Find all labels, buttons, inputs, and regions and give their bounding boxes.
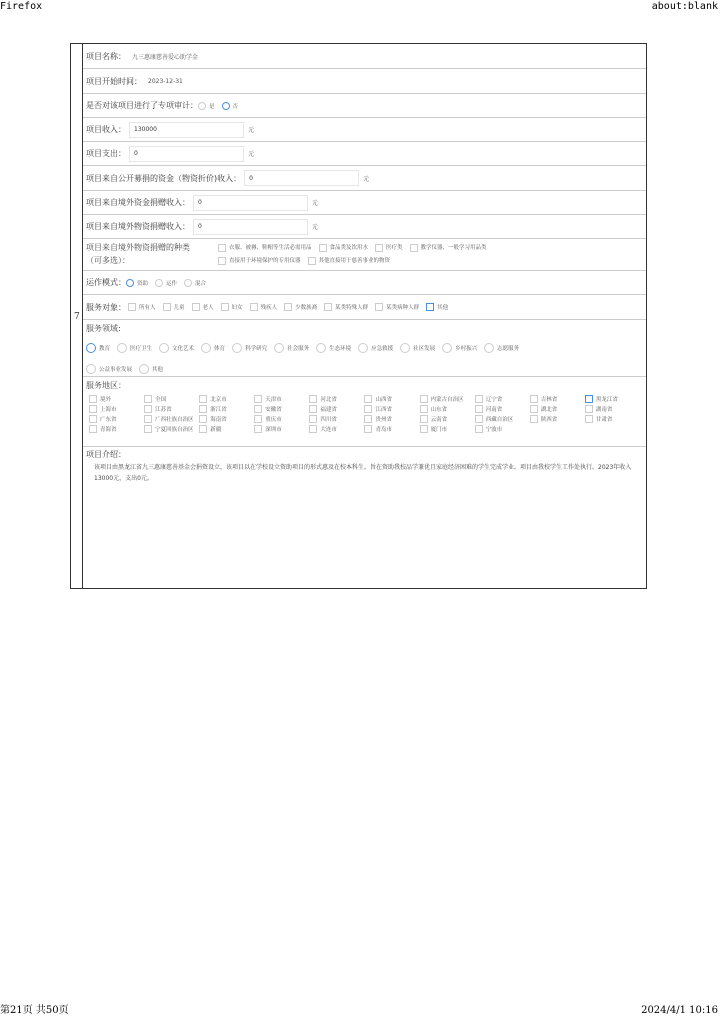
checkbox[interactable] xyxy=(250,303,258,311)
option-label: 儿童 xyxy=(173,305,185,311)
mode-label: 运作模式： xyxy=(86,278,126,287)
goods-opts-option[interactable] xyxy=(410,242,494,255)
checkbox[interactable] xyxy=(309,395,317,403)
checkbox[interactable] xyxy=(218,244,226,252)
option-label: 河北省 xyxy=(320,397,337,403)
region-option[interactable] xyxy=(199,405,254,413)
region-option[interactable] xyxy=(199,425,254,433)
region-option[interactable] xyxy=(475,425,530,433)
region-option[interactable] xyxy=(420,395,475,403)
region-option[interactable] xyxy=(199,395,254,403)
option-label: 文化艺术 xyxy=(172,346,195,352)
option-label: 老人 xyxy=(202,305,214,311)
project-start-row xyxy=(83,69,646,94)
public-fund-unit: 元 xyxy=(363,175,370,183)
option-label: 资助 xyxy=(137,280,149,287)
option-label: 湖北省 xyxy=(540,407,558,413)
radio-button[interactable] xyxy=(201,343,211,353)
option-label: 广东省 xyxy=(100,417,117,423)
option-label: 广西壮族自治区 xyxy=(155,417,194,423)
option-label: 江苏省 xyxy=(155,407,172,413)
option-label: 山东省 xyxy=(430,407,448,413)
radio-button[interactable] xyxy=(86,343,96,353)
radio-button[interactable] xyxy=(400,343,410,353)
option-label: 黑龙江省 xyxy=(595,397,618,403)
mode-opts-option[interactable] xyxy=(155,278,184,287)
checkbox[interactable] xyxy=(324,303,332,311)
region-option[interactable] xyxy=(364,405,419,413)
option-label: 医疗卫生 xyxy=(130,346,153,352)
option-label: 食品类及饮用水 xyxy=(329,245,369,251)
region-option[interactable] xyxy=(89,405,144,413)
goods-type-options xyxy=(218,241,494,267)
checkbox[interactable] xyxy=(585,415,593,423)
option-label: 其他直接用于慈善事业的物资 xyxy=(318,257,391,264)
option-label: 残疾人 xyxy=(260,305,278,311)
region-option[interactable] xyxy=(585,395,640,403)
region-option[interactable] xyxy=(144,415,199,423)
project-form xyxy=(83,44,646,484)
audit-opts-option[interactable] xyxy=(198,101,222,110)
checkbox[interactable] xyxy=(530,405,538,413)
row-index-cell xyxy=(71,44,83,588)
region-option[interactable] xyxy=(420,425,475,433)
option-label: 少数族裔 xyxy=(295,305,318,311)
region-option[interactable] xyxy=(89,395,144,403)
field-opts-2-option[interactable] xyxy=(139,364,170,374)
expense-unit: 元 xyxy=(248,151,255,158)
region-options xyxy=(86,395,646,433)
field-opts-1-option[interactable] xyxy=(484,343,526,353)
target-opts-option[interactable] xyxy=(128,303,163,312)
checkbox[interactable] xyxy=(199,405,207,413)
radio-button[interactable] xyxy=(232,343,242,353)
field-opts-1-option[interactable] xyxy=(159,343,201,353)
option-label: 陕西省 xyxy=(540,417,558,423)
project-record-table xyxy=(70,43,647,589)
checkbox[interactable] xyxy=(89,405,97,413)
region-option[interactable] xyxy=(309,415,364,423)
row-index: 7 xyxy=(74,312,80,322)
checkbox[interactable] xyxy=(199,425,207,433)
checkbox[interactable] xyxy=(410,244,418,252)
option-label: 某类特殊人群 xyxy=(335,305,369,311)
checkbox[interactable] xyxy=(254,405,262,413)
option-label: 宁夏回族自治区 xyxy=(155,427,194,433)
checkbox[interactable] xyxy=(199,395,207,403)
option-label: 重庆市 xyxy=(265,417,282,423)
field-opts-1-option[interactable] xyxy=(442,343,484,353)
checkbox[interactable] xyxy=(128,303,136,311)
checkbox[interactable] xyxy=(254,395,262,403)
target-options xyxy=(128,303,455,312)
region-option[interactable] xyxy=(585,405,640,413)
region-option[interactable] xyxy=(475,415,530,423)
option-label: 公益事业发展 xyxy=(99,367,133,373)
goods-opts-option[interactable] xyxy=(218,255,308,268)
foreign-fund-label: 项目来自境外资金捐赠收入： xyxy=(86,198,190,207)
region-label: 服务地区： xyxy=(86,381,126,390)
option-label: 妇女 xyxy=(231,305,243,311)
checkbox[interactable] xyxy=(585,395,593,403)
option-label: 教学仪器、一般学习用品类 xyxy=(420,245,487,251)
checkbox[interactable] xyxy=(221,303,229,311)
public-fund-row xyxy=(83,166,646,191)
goods-type-label-line1: 项目来自境外物资捐赠的种类 xyxy=(86,243,190,252)
region-option[interactable] xyxy=(585,415,640,423)
radio-button[interactable] xyxy=(126,279,134,287)
checkbox[interactable] xyxy=(218,257,226,265)
goods-opts-option[interactable] xyxy=(319,242,376,255)
goods-opts-option[interactable] xyxy=(218,242,319,255)
target-opts-option[interactable] xyxy=(426,303,455,312)
foreign-goods-label: 项目来自境外物资捐赠收入： xyxy=(86,222,190,231)
option-label: 贵州省 xyxy=(375,417,392,423)
radio-button[interactable] xyxy=(159,343,169,353)
checkbox[interactable] xyxy=(475,425,483,433)
checkbox[interactable] xyxy=(199,415,207,423)
radio-button[interactable] xyxy=(442,343,452,353)
checkbox[interactable] xyxy=(375,303,383,311)
foreign-goods-row xyxy=(83,215,646,239)
option-label: 江西省 xyxy=(375,407,392,413)
target-opts-option[interactable] xyxy=(284,303,324,312)
option-label: 吉林省 xyxy=(540,397,558,403)
radio-button[interactable] xyxy=(86,364,96,374)
intro-section xyxy=(83,447,646,484)
field-row xyxy=(83,320,646,377)
option-label: 上海市 xyxy=(100,407,117,413)
region-option[interactable] xyxy=(309,425,364,433)
field-opts-1-option[interactable] xyxy=(86,343,117,353)
field-opts-1-option[interactable] xyxy=(274,343,316,353)
option-label: 深圳市 xyxy=(265,427,282,433)
income-unit: 元 xyxy=(248,127,255,134)
option-label: 大连市 xyxy=(320,427,337,433)
option-label: 海南省 xyxy=(210,417,227,423)
field-options-line1 xyxy=(86,343,646,353)
foreign-fund-row xyxy=(83,191,646,215)
foreign-goods-field[interactable]: 0 xyxy=(193,219,308,235)
field-opts-1-option[interactable] xyxy=(358,343,400,353)
checkbox[interactable] xyxy=(420,425,428,433)
income-row xyxy=(83,118,646,142)
region-option[interactable] xyxy=(475,405,530,413)
footer-page: 第21页 共50页 xyxy=(0,1005,69,1016)
checkbox[interactable] xyxy=(530,415,538,423)
region-option[interactable] xyxy=(530,395,585,403)
checkbox[interactable] xyxy=(364,405,372,413)
target-opts-option[interactable] xyxy=(192,303,221,312)
option-label: 体育 xyxy=(214,346,226,352)
region-option[interactable] xyxy=(309,395,364,403)
expense-label: 项目支出： xyxy=(86,149,126,158)
intro-label: 项目介绍： xyxy=(86,450,126,459)
goods-opts-option[interactable] xyxy=(308,255,398,268)
radio-button[interactable] xyxy=(198,102,206,110)
field-opts-1-option[interactable] xyxy=(232,343,274,353)
option-label: 甘肃省 xyxy=(595,417,613,423)
region-option[interactable] xyxy=(254,405,309,413)
field-opts-1-option[interactable] xyxy=(316,343,358,353)
option-label: 否 xyxy=(232,103,239,110)
region-option[interactable] xyxy=(254,395,309,403)
footer-datetime: 2024/4/1 10:16 xyxy=(641,1005,718,1016)
checkbox[interactable] xyxy=(144,395,152,403)
option-label: 混合 xyxy=(195,280,207,287)
income-field[interactable]: 130000 xyxy=(129,122,244,138)
region-option[interactable] xyxy=(309,405,364,413)
public-fund-field[interactable]: 0 xyxy=(244,170,359,186)
region-option[interactable] xyxy=(144,425,199,433)
intro-text: 该项目由黑龙江省九三惠康慈善基金会捐资设立，该项目以在学校设立资助项目的形式惠及在校本科生。旨在资助我校品学兼优且家庭经济困难的学生完成学业。项目由我校学生工作处执行。2023年收入13000元，支出0元。 xyxy=(94,464,632,482)
option-label: 境外 xyxy=(100,397,112,403)
radio-button[interactable] xyxy=(484,343,494,353)
region-option[interactable] xyxy=(530,405,585,413)
foreign-fund-field[interactable]: 0 xyxy=(193,195,308,211)
expense-field[interactable]: 0 xyxy=(129,146,244,162)
region-row xyxy=(83,377,646,447)
option-label: 辽宁省 xyxy=(485,397,503,403)
option-label: 新疆 xyxy=(210,427,222,433)
option-label: 所有人 xyxy=(139,305,156,311)
expense-row xyxy=(83,142,646,166)
goods-type-row xyxy=(83,239,646,271)
option-label: 厦门市 xyxy=(430,427,448,433)
option-label: 安徽省 xyxy=(265,407,282,413)
checkbox[interactable] xyxy=(284,303,292,311)
radio-button[interactable] xyxy=(184,279,192,287)
checkbox[interactable] xyxy=(375,244,383,252)
option-label: 志愿服务 xyxy=(497,346,520,352)
region-option[interactable] xyxy=(530,415,585,423)
checkbox[interactable] xyxy=(309,415,317,423)
option-label: 四川省 xyxy=(320,417,337,423)
radio-button[interactable] xyxy=(358,343,368,353)
checkbox[interactable] xyxy=(192,303,200,311)
region-option[interactable] xyxy=(254,415,309,423)
target-opts-option[interactable] xyxy=(250,303,285,312)
option-label: 科学研究 xyxy=(245,346,268,352)
option-label: 某类病种人群 xyxy=(386,305,420,311)
checkbox[interactable] xyxy=(364,425,372,433)
region-option[interactable] xyxy=(89,425,144,433)
option-label: 内蒙古自治区 xyxy=(430,397,464,403)
browser-url: about:blank xyxy=(651,1,718,12)
region-option[interactable] xyxy=(144,405,199,413)
project-start-value: 2023-12-31 xyxy=(148,77,183,85)
region-option[interactable] xyxy=(420,415,475,423)
option-label: 河南省 xyxy=(485,407,503,413)
target-opts-option[interactable] xyxy=(163,303,192,312)
radio-button[interactable] xyxy=(155,279,163,287)
option-label: 社区发展 xyxy=(413,346,436,352)
option-label: 福建省 xyxy=(320,407,337,413)
option-label: 青岛市 xyxy=(375,427,392,433)
region-option[interactable] xyxy=(144,395,199,403)
region-option[interactable] xyxy=(254,425,309,433)
checkbox[interactable] xyxy=(530,395,538,403)
mode-options xyxy=(126,278,213,287)
foreign-fund-unit: 元 xyxy=(312,200,319,207)
checkbox[interactable] xyxy=(144,425,152,433)
project-name-row xyxy=(83,44,646,69)
region-option[interactable] xyxy=(364,425,419,433)
field-options-line2 xyxy=(86,364,646,374)
region-option[interactable] xyxy=(199,415,254,423)
checkbox[interactable] xyxy=(585,405,593,413)
checkbox[interactable] xyxy=(475,395,483,403)
checkbox[interactable] xyxy=(364,395,372,403)
option-label: 其他 xyxy=(437,305,449,311)
checkbox[interactable] xyxy=(475,415,483,423)
target-opts-option[interactable] xyxy=(375,303,426,312)
field-opts-2-option[interactable] xyxy=(86,364,139,374)
project-name-value: 九三惠康慈善爱心助学金 xyxy=(132,53,199,61)
checkbox[interactable] xyxy=(420,405,428,413)
mode-row xyxy=(83,271,646,295)
option-label: 云南省 xyxy=(430,417,448,423)
checkbox[interactable] xyxy=(420,395,428,403)
radio-button[interactable] xyxy=(139,364,149,374)
checkbox[interactable] xyxy=(475,405,483,413)
project-name-label: 项目名称： xyxy=(86,51,126,61)
mode-opts-option[interactable] xyxy=(126,278,155,287)
public-fund-label: 项目来自公开募捐的资金（物资折价)收入： xyxy=(86,173,242,183)
option-label: 西藏自治区 xyxy=(485,417,514,423)
option-label: 湖南省 xyxy=(595,407,613,413)
checkbox[interactable] xyxy=(89,425,97,433)
audit-label: 是否对该项目进行了专项审计： xyxy=(86,101,198,110)
audit-opts-option[interactable] xyxy=(222,101,246,110)
project-start-label: 项目开始时间： xyxy=(86,76,142,86)
checkbox[interactable] xyxy=(144,405,152,413)
checkbox[interactable] xyxy=(420,415,428,423)
goods-opts-option[interactable] xyxy=(375,242,410,255)
radio-button[interactable] xyxy=(222,102,230,110)
field-opts-1-option[interactable] xyxy=(201,343,232,353)
option-label: 生态环境 xyxy=(329,346,352,352)
radio-button[interactable] xyxy=(117,343,127,353)
checkbox[interactable] xyxy=(309,425,317,433)
option-label: 应急救援 xyxy=(371,346,394,352)
checkbox[interactable] xyxy=(144,415,152,423)
field-label: 服务领域: xyxy=(86,324,121,333)
income-label: 项目收入： xyxy=(86,125,126,134)
target-opts-option[interactable] xyxy=(221,303,250,312)
option-label: 山西省 xyxy=(375,397,392,403)
option-label: 全国 xyxy=(155,397,167,403)
target-opts-option[interactable] xyxy=(324,303,375,312)
target-row xyxy=(83,295,646,320)
option-label: 教育 xyxy=(99,346,111,352)
region-option[interactable] xyxy=(364,395,419,403)
checkbox[interactable] xyxy=(254,415,262,423)
radio-button[interactable] xyxy=(316,343,326,353)
option-label: 天津市 xyxy=(265,397,282,403)
checkbox[interactable] xyxy=(254,425,262,433)
option-label: 乡村振兴 xyxy=(455,346,478,352)
checkbox[interactable] xyxy=(426,303,434,311)
option-label: 衣服、被褥、鞋帽等生活必需用品 xyxy=(229,245,312,251)
region-option[interactable] xyxy=(89,415,144,423)
option-label: 宁波市 xyxy=(485,427,503,433)
option-label: 其他 xyxy=(152,367,164,373)
checkbox[interactable] xyxy=(89,415,97,423)
radio-button[interactable] xyxy=(274,343,284,353)
checkbox[interactable] xyxy=(364,415,372,423)
checkbox[interactable] xyxy=(319,244,327,252)
region-option[interactable] xyxy=(364,415,419,423)
option-label: 浙江省 xyxy=(210,407,227,413)
option-label: 是 xyxy=(209,103,215,110)
checkbox[interactable] xyxy=(89,395,97,403)
field-opts-1-option[interactable] xyxy=(400,343,442,353)
option-label: 运作 xyxy=(166,280,178,287)
mode-opts-option[interactable] xyxy=(184,278,213,287)
option-label: 北京市 xyxy=(210,397,227,403)
option-label: 直接用于环境保护的专用仪器 xyxy=(229,257,301,264)
audit-row xyxy=(83,94,646,118)
checkbox[interactable] xyxy=(309,405,317,413)
goods-type-label-line2: （可多选）： xyxy=(86,256,130,265)
browser-name: Firefox xyxy=(0,1,43,12)
region-option[interactable] xyxy=(420,405,475,413)
goods-type-label xyxy=(86,241,218,267)
audit-options xyxy=(198,101,245,110)
target-label: 服务对象： xyxy=(86,302,126,312)
foreign-goods-unit: 元 xyxy=(312,224,319,231)
checkbox[interactable] xyxy=(308,257,316,265)
checkbox[interactable] xyxy=(163,303,171,311)
option-label: 医疗类 xyxy=(386,245,403,251)
option-label: 青海省 xyxy=(100,427,117,433)
region-option[interactable] xyxy=(475,395,530,403)
field-opts-1-option[interactable] xyxy=(117,343,159,353)
option-label: 社会服务 xyxy=(287,346,310,352)
